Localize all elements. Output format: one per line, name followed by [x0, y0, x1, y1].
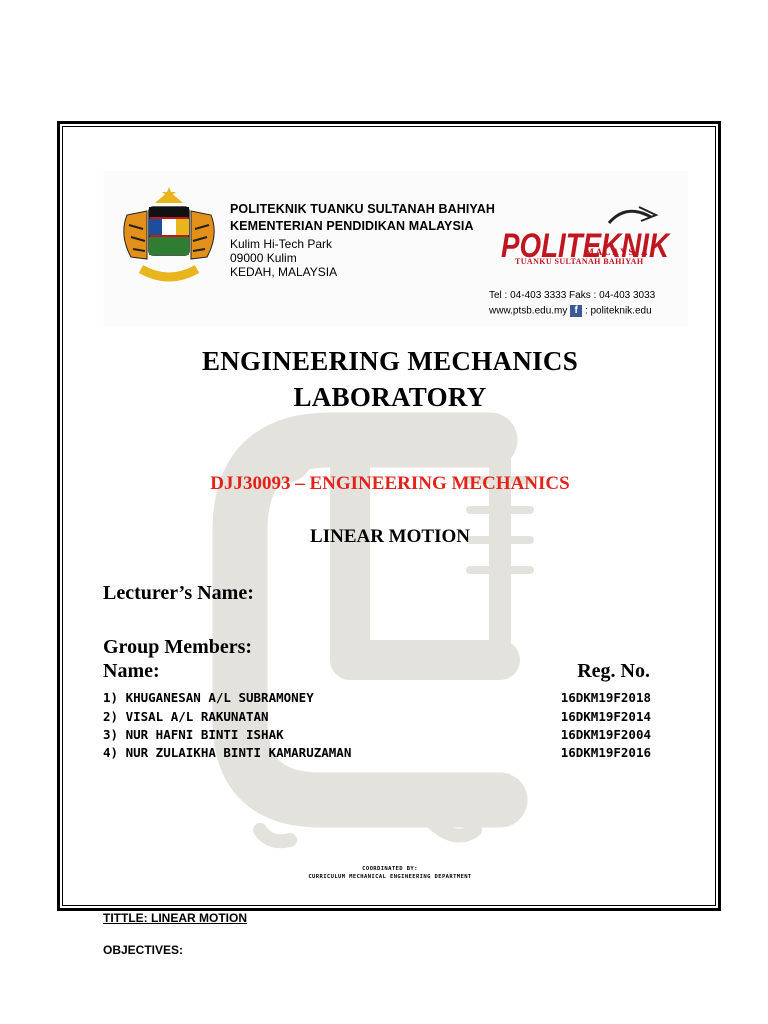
institution-names	[230, 201, 495, 235]
logo-tagline	[515, 247, 650, 266]
politeknik-watermark-icon	[200, 400, 600, 860]
name-header: Name:	[103, 660, 160, 682]
member-reg-no: 16DKM19F2004	[560, 727, 651, 742]
ministry-name: KEMENTERIAN PENDIDIKAN MALAYSIA	[230, 219, 474, 233]
reg-no-header: Reg. No.	[577, 660, 650, 682]
address-line-3: KEDAH, MALAYSIA	[230, 265, 338, 279]
institution-header	[103, 171, 688, 326]
member-reg-no: 16DKM19F2014	[560, 709, 651, 724]
contact-facebook: : politeknik.edu	[584, 305, 652, 317]
objectives-heading: OBJECTIVES:	[103, 943, 184, 957]
coordinating-department: CURRICULUM MECHANICAL ENGINEERING DEPARTMENT	[308, 874, 472, 880]
member-row	[103, 709, 651, 727]
logo-wordmark: POLITEKNIK	[501, 227, 671, 265]
contact-web-row	[489, 305, 652, 317]
member-name: 2) VISAL A/L RAKUNATAN	[103, 709, 269, 724]
contact-phone: Tel : 04-403 3333 Faks : 04-403 3033	[489, 290, 656, 301]
course-code: DJJ30093 – ENGINEERING MECHANICS	[210, 473, 570, 494]
tittle-heading: TITTLE: LINEAR MOTION	[103, 911, 247, 925]
member-reg-no: 16DKM19F2016	[560, 745, 651, 760]
logo-subtext: MALAYSIA	[585, 247, 650, 257]
member-name: 4) NUR ZULAIKHA BINTI KAMARUZAMAN	[103, 745, 352, 760]
member-row	[103, 745, 651, 763]
page-title-line-2: LABORATORY	[293, 382, 487, 412]
group-members-label: Group Members:	[103, 636, 253, 658]
contact-web: www.ptsb.edu.my	[489, 305, 568, 317]
institution-name: POLITEKNIK TUANKU SULTANAH BAHIYAH	[230, 202, 495, 216]
experiment-title: LINEAR MOTION	[310, 526, 470, 547]
member-name: 1) KHUGANESAN A/L SUBRAMONEY	[103, 690, 314, 705]
member-row	[103, 690, 651, 708]
facebook-icon: f	[570, 305, 582, 317]
coordinated-by-label: COORDINATED BY:	[362, 866, 418, 872]
member-name: 3) NUR HAFNI BINTI ISHAK	[103, 727, 284, 742]
address-line-2: 09000 Kulim	[230, 251, 297, 265]
malaysia-coat-of-arms-icon	[113, 185, 225, 295]
member-row	[103, 727, 651, 745]
lecturer-label: Lecturer’s Name:	[103, 582, 254, 604]
logo-tagline-text: TUANKU SULTANAH BAHIYAH	[515, 257, 644, 266]
page-title-line-1: ENGINEERING MECHANICS	[201, 346, 579, 376]
member-reg-no: 16DKM19F2018	[560, 690, 651, 705]
address-line-1: Kulim Hi-Tech Park	[230, 237, 333, 251]
